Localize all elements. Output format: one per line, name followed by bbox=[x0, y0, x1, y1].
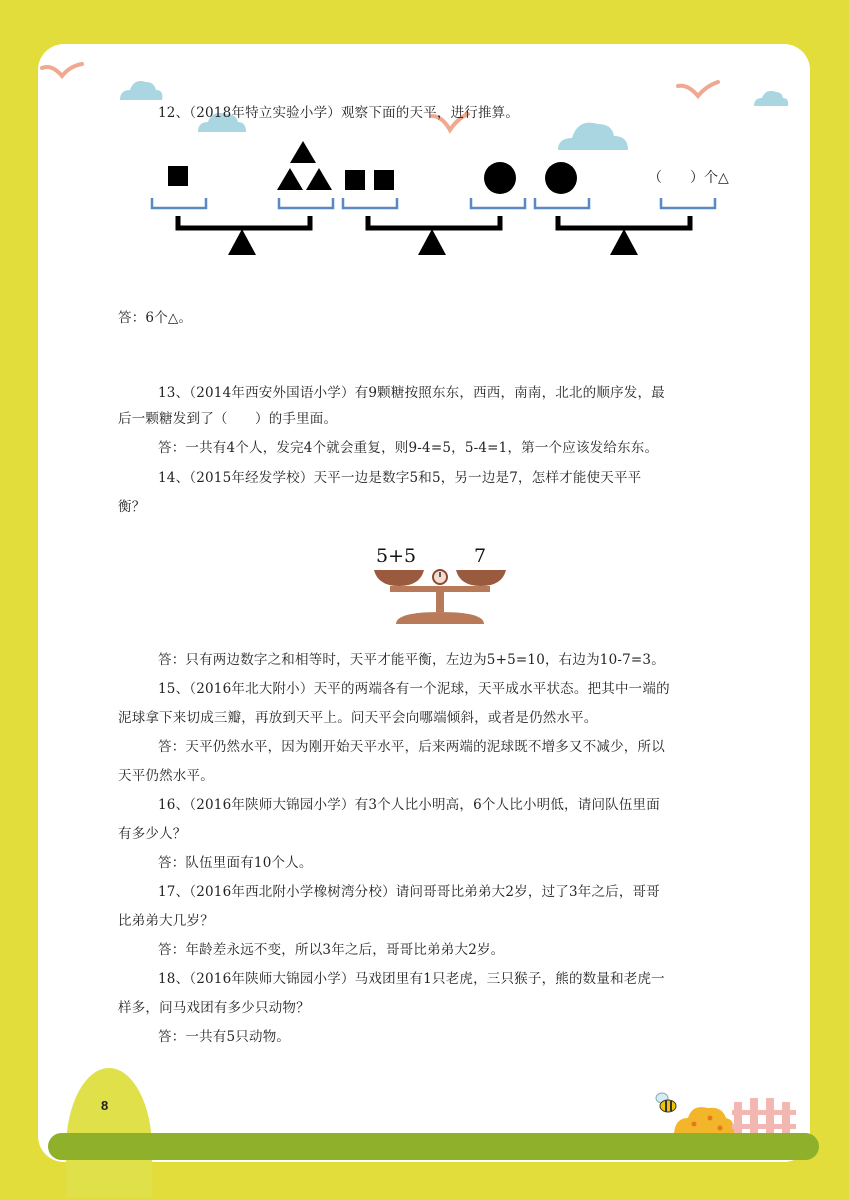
square-shape bbox=[374, 170, 394, 190]
left-pan bbox=[343, 198, 397, 208]
balance-scale-1 bbox=[152, 141, 333, 255]
left-pan bbox=[152, 198, 206, 208]
fulcrum bbox=[228, 229, 256, 255]
answer-13: 答：一共有4个人，发完4个就会重复，则9-4=5，5-4=1，第一个应该发给东东。 bbox=[158, 440, 659, 456]
balance-scale-3 bbox=[535, 162, 729, 255]
scale-base bbox=[396, 612, 484, 624]
triangle-shape bbox=[277, 168, 303, 190]
answer-12: 答：6个△。 bbox=[118, 310, 193, 326]
right-pan-label: 7 bbox=[474, 545, 487, 567]
scale-illustration bbox=[370, 540, 510, 630]
answer-18: 答：一共有5只动物。 bbox=[158, 1029, 291, 1045]
balance-diagram bbox=[140, 138, 740, 260]
bush-icon bbox=[672, 1104, 736, 1136]
balance-scale-2 bbox=[343, 162, 525, 255]
question-12: 12、（2018年特立实验小学）观察下面的天平，进行推算。 bbox=[158, 105, 520, 121]
ground-strip bbox=[48, 1133, 819, 1160]
question-17-line2: 比弟弟大几岁？ bbox=[118, 913, 214, 929]
bird-icon bbox=[40, 60, 84, 82]
question-18-line1: 18、（2016年陕师大锦园小学）马戏团里有1只老虎，三只猴子，熊的数量和老虎一 bbox=[158, 971, 665, 987]
answer-15-line2: 天平仍然水平。 bbox=[118, 768, 214, 784]
question-15-line1: 15、（2016年北大附小）天平的两端各有一个泥球，天平成水平状态。把其中一端的 bbox=[158, 681, 670, 697]
question-13-line1: 13、（2014年西安外国语小学）有9颗糖按照东东，西西，南南，北北的顺序发，最 bbox=[158, 385, 665, 401]
square-shape bbox=[345, 170, 365, 190]
question-16-line1: 16、（2016年陕师大锦园小学）有3个人比小明高，6个人比小明低，请问队伍里面 bbox=[158, 797, 660, 813]
answer-15-line1: 答：天平仍然水平，因为刚开始天平水平，后来两端的泥球既不增多又不减少，所以 bbox=[158, 739, 665, 755]
answer-16: 答：队伍里面有10个人。 bbox=[158, 855, 313, 871]
square-shape bbox=[168, 166, 188, 186]
cloud-icon bbox=[118, 78, 164, 102]
left-pan-label: 5+5 bbox=[376, 545, 417, 567]
right-pan bbox=[279, 198, 333, 208]
question-17-line1: 17、（2016年西北附小学橡树湾分校）请问哥哥比弟弟大2岁，过了3年之后，哥哥 bbox=[158, 884, 660, 900]
question-18-line2: 样多，问马戏团有多少只动物？ bbox=[118, 1000, 310, 1016]
bird-icon bbox=[676, 80, 720, 102]
fence-icon bbox=[732, 1096, 798, 1136]
triangle-shape bbox=[290, 141, 316, 163]
page-number: 8 bbox=[101, 1098, 109, 1113]
left-pan bbox=[535, 198, 589, 208]
question-14-line2: 衡？ bbox=[118, 499, 146, 515]
blank-label: （ ）个△ bbox=[648, 170, 729, 186]
cloud-icon bbox=[752, 86, 790, 108]
fulcrum bbox=[418, 229, 446, 255]
question-14-line1: 14、（2015年经发学校）天平一边是数字5和5，另一边是7，怎样才能使天平平 bbox=[158, 470, 642, 486]
question-15-line2: 泥球拿下来切成三瓣，再放到天平上。问天平会向哪端倾斜，或者是仍然水平。 bbox=[118, 710, 598, 726]
left-pan bbox=[374, 570, 424, 586]
right-pan bbox=[661, 198, 715, 208]
right-pan bbox=[471, 198, 525, 208]
right-pan bbox=[456, 570, 506, 586]
question-13-line2: 后一颗糖发到了（ ）的手里面。 bbox=[118, 411, 338, 427]
answer-17: 答：年龄差永远不变，所以3年之后，哥哥比弟弟大2岁。 bbox=[158, 942, 505, 958]
answer-14: 答：只有两边数字之和相等时，天平才能平衡，左边为5+5=10，右边为10-7=3。 bbox=[158, 652, 665, 668]
question-16-line2: 有多少人？ bbox=[118, 826, 187, 842]
circle-shape bbox=[484, 162, 516, 194]
fulcrum bbox=[610, 229, 638, 255]
triangle-shape bbox=[306, 168, 332, 190]
circle-shape bbox=[545, 162, 577, 194]
